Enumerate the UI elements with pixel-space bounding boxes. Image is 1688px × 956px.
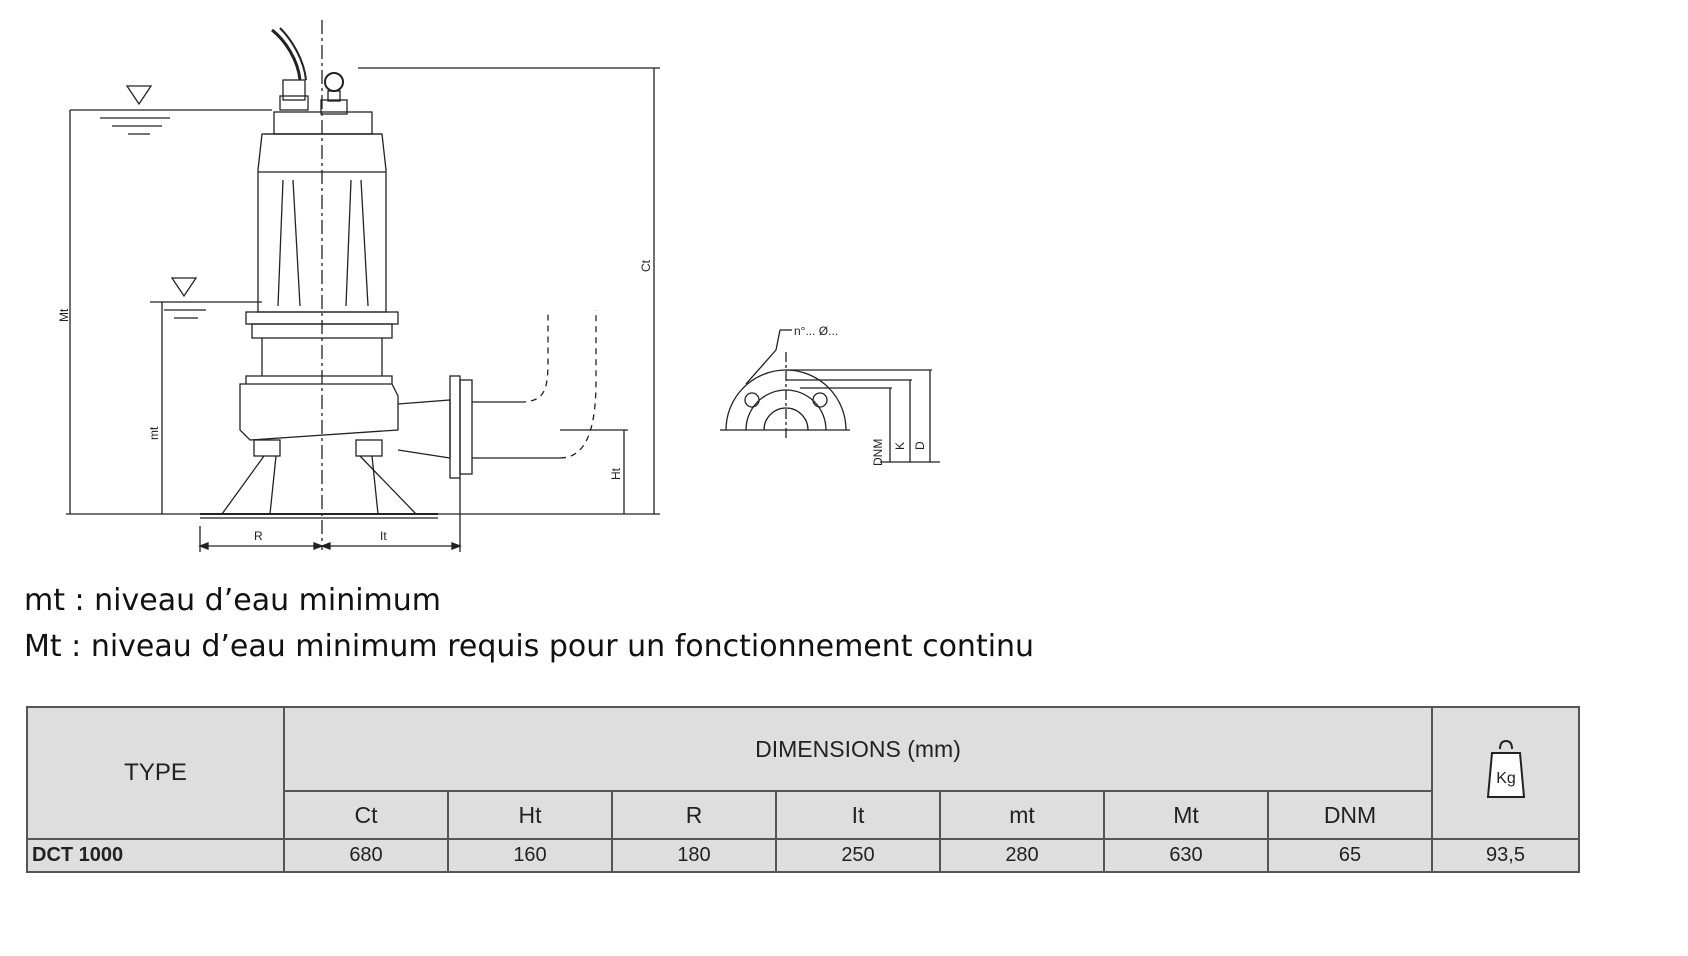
label-mt: mt (147, 426, 161, 440)
col-header: R (612, 791, 776, 839)
value-cell: 180 (612, 839, 776, 872)
col-header: mt (940, 791, 1104, 839)
label-K: K (893, 441, 907, 450)
weight-icon-label: Kg (1495, 769, 1516, 787)
label-flange-holes: n°... Ø... (794, 324, 839, 338)
dimensions-header: DIMENSIONS (mm) (284, 707, 1432, 791)
type-cell: DCT 1000 (27, 839, 284, 872)
col-header: Ct (284, 791, 448, 839)
col-header: Mt (1104, 791, 1268, 839)
label-Mt: Mt (57, 308, 71, 322)
value-cell: 250 (776, 839, 940, 872)
weight-kg-icon (1484, 739, 1528, 803)
weight-cell: 93,5 (1432, 839, 1579, 872)
value-cell: 630 (1104, 839, 1268, 872)
label-D: D (913, 441, 927, 450)
value-cell: 65 (1268, 839, 1432, 872)
label-Ht: Ht (609, 468, 623, 480)
label-Ct: Ct (639, 260, 653, 272)
value-cell: 160 (448, 839, 612, 872)
dimensions-table (26, 706, 1580, 873)
label-R: R (254, 529, 263, 543)
col-header: It (776, 791, 940, 839)
col-header: Ht (448, 791, 612, 839)
col-header: DNM (1268, 791, 1432, 839)
value-cell: 680 (284, 839, 448, 872)
note-Mt: Mt : niveau d’eau minimum requis pour un fonctionnement continu (24, 629, 1035, 664)
type-header: TYPE (27, 707, 284, 839)
note-mt: mt : niveau d’eau minimum (24, 583, 441, 618)
label-It: It (380, 529, 387, 543)
notes (24, 578, 1034, 670)
weight-header (1432, 707, 1579, 839)
value-cell: 280 (940, 839, 1104, 872)
table-row (27, 839, 1579, 872)
label-DNM: DNM (871, 438, 885, 466)
